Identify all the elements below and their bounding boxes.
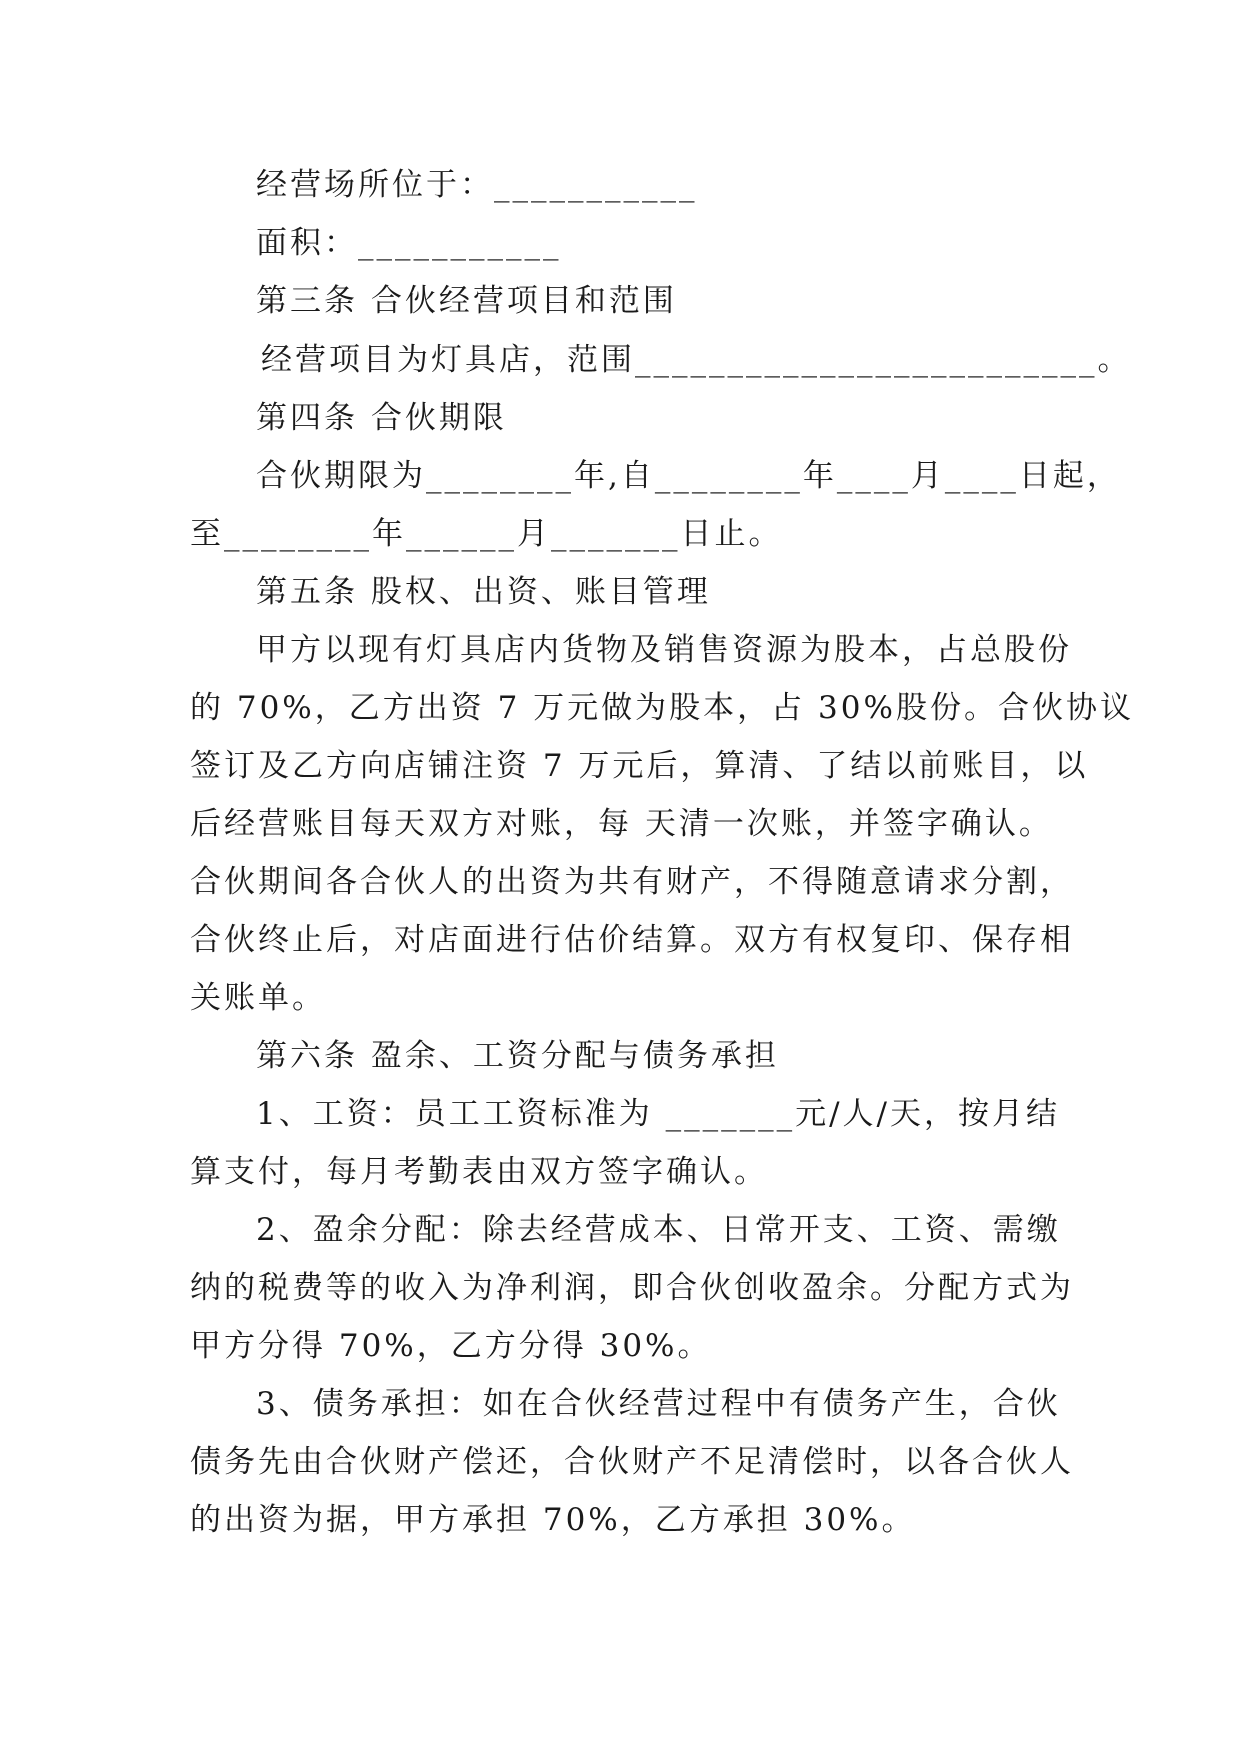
text-line: 3、债务承担：如在合伙经营过程中有债务产生，合伙 — [256, 1386, 1061, 1422]
text-line: 第六条 盈余、工资分配与债务承担 — [256, 1038, 779, 1074]
text-line: 第三条 合伙经营项目和范围 — [256, 283, 677, 319]
text-line: 纳的税费等的收入为净利润，即合伙创收盈余。分配方式为 — [190, 1270, 1074, 1306]
text-line: 甲方分得 70%，乙方分得 30%。 — [190, 1328, 712, 1364]
text-line: 签订及乙方向店铺注资 7 万元后，算清、了结以前账目，以 — [190, 748, 1089, 784]
text-line: 至________年______月_______日止。 — [190, 516, 783, 552]
text-line: 合伙终止后，对店面进行估价结算。双方有权复印、保存相 — [190, 922, 1074, 958]
text-line: 合伙期限为________年,自________年____月____日起， — [256, 458, 1121, 494]
text-line: 面积：___________ — [256, 225, 562, 261]
text-line: 2、盈余分配：除去经营成本、日常开支、工资、需缴 — [256, 1212, 1061, 1248]
text-line: 甲方以现有灯具店内货物及销售资源为股本，占总股份 — [256, 632, 1072, 668]
text-line: 的出资为据，甲方承担 70%，乙方承担 30%。 — [190, 1502, 916, 1538]
text-line: 经营场所位于：___________ — [256, 167, 698, 203]
text-line: 债务先由合伙财产偿还，合伙财产不足清偿时，以各合伙人 — [190, 1444, 1074, 1480]
text-line: 的 70%，乙方出资 7 万元做为股本，占 30%股份。合伙协议 — [190, 690, 1134, 726]
text-line: 后经营账目每天双方对账，每 天清一次账，并签字确认。 — [190, 806, 1053, 842]
text-line: 关账单。 — [190, 980, 326, 1016]
text-line: 1、工资：员工工资标准为 _______元/人/天，按月结 — [256, 1096, 1060, 1132]
text-line: 算支付，每月考勤表由双方签字确认。 — [190, 1154, 768, 1190]
text-line: 经营项目为灯具店，范围_________________________。 — [261, 342, 1132, 378]
text-line: 第五条 股权、出资、账目管理 — [256, 574, 711, 610]
text-line: 第四条 合伙期限 — [256, 400, 507, 436]
text-line: 合伙期间各合伙人的出资为共有财产，不得随意请求分割， — [190, 864, 1074, 900]
